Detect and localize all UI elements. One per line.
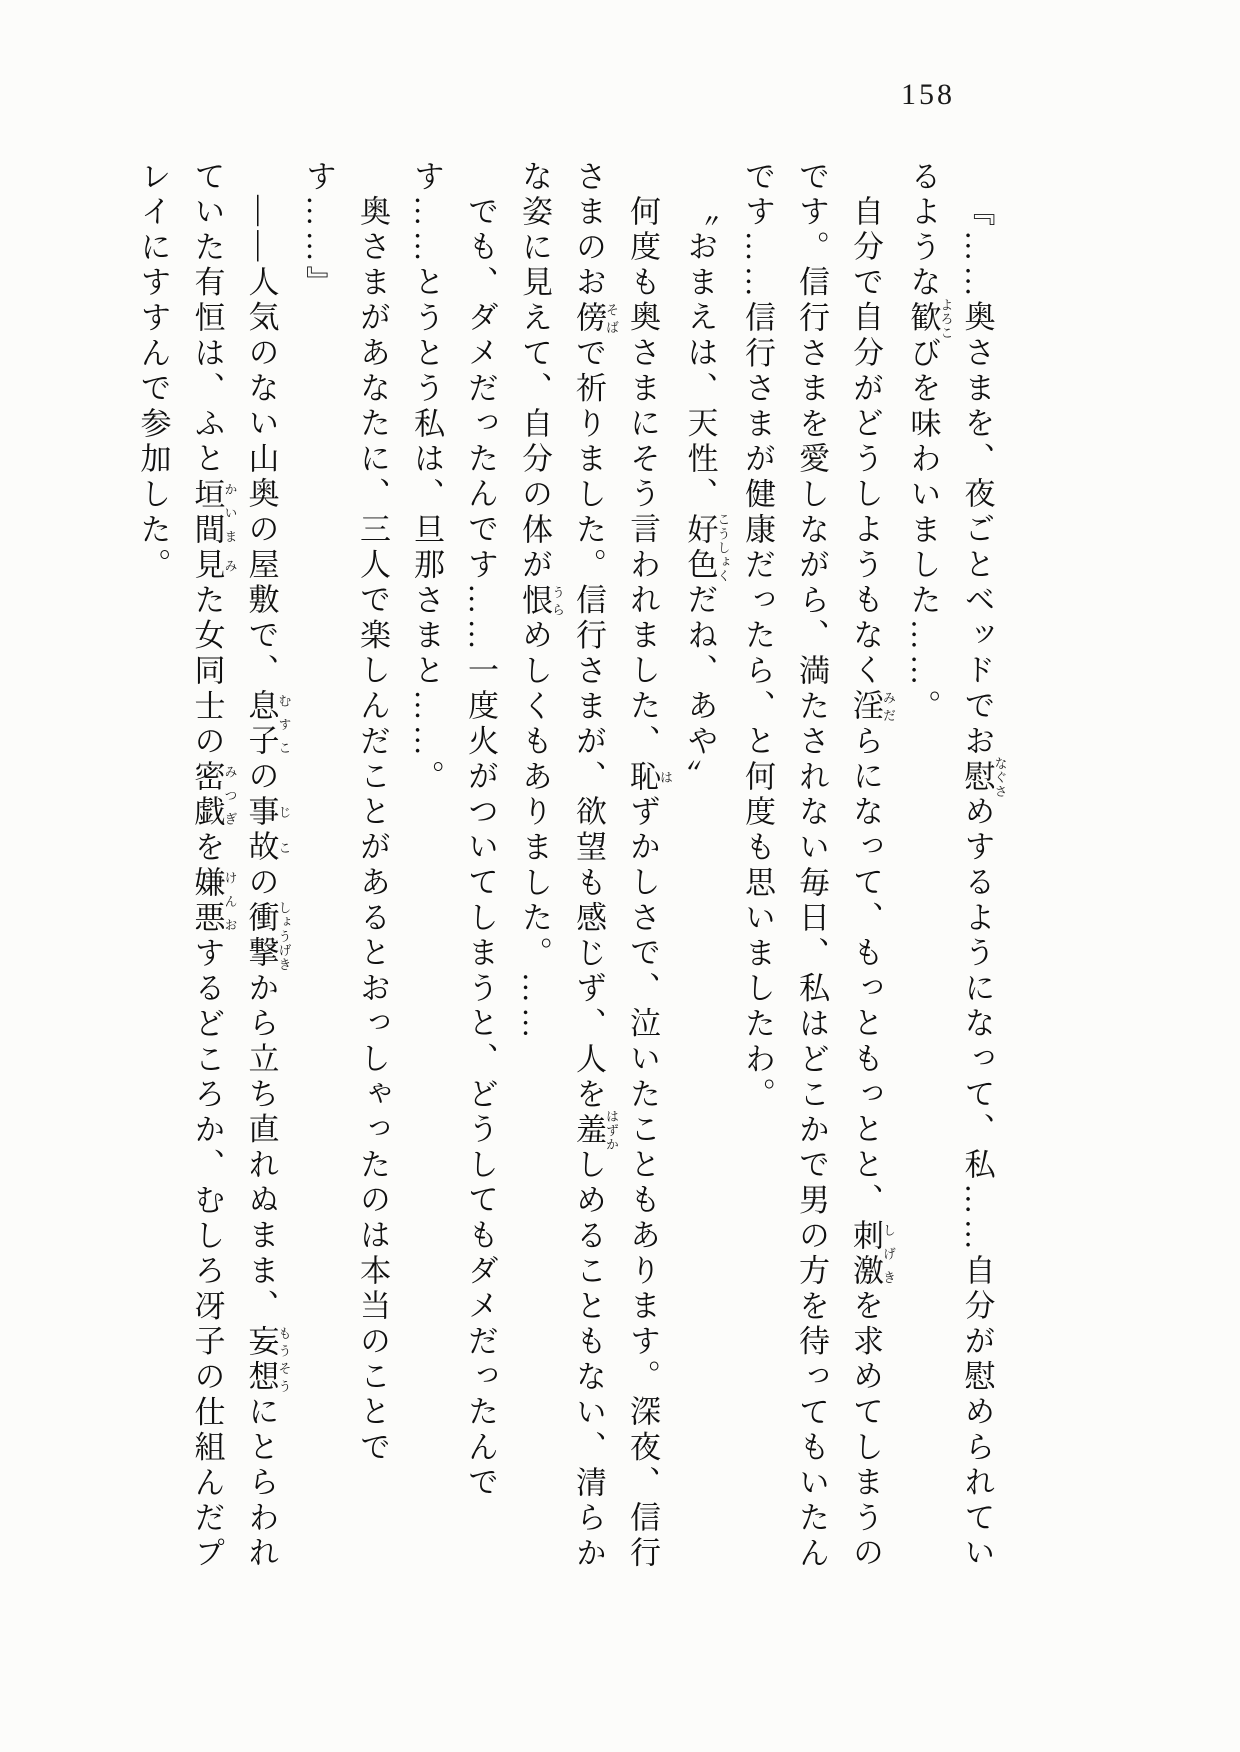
ruby-annotated-word: 羞はずか — [571, 1109, 619, 1152]
ruby-annotated-word: 淫みだ — [848, 689, 896, 725]
ruby-annotated-word: 妄想もうそう — [243, 1324, 292, 1396]
ruby-annotated-word: 好色こうしょく — [682, 512, 731, 584]
ruby-annotated-word: 密戯みつぎ — [189, 760, 238, 831]
ruby-annotated-word: 恥は — [625, 759, 673, 796]
ruby-annotated-word: 恨うら — [517, 583, 565, 619]
paragraph: ――人気のない山奥の屋敷で、息子むすこの事故じこの衝撃しょうげきから立ち直れぬまま、妄想もうそうにとらわれていた有恒は、ふと垣間かいま見みた女同士の密戯みつぎを嫌悪けんおするどころか、むしろ冴子の仕組んだプレイにすすんで参加した。 — [135, 160, 292, 1573]
ruby-annotated-word: 歓よろこ — [905, 297, 954, 340]
ruby-annotated-word: 慰なぐさ — [959, 756, 1008, 799]
paragraph: でも、ダメだったんです……一度火がついてしまうと、どうしてもダメだったんです……とうとう私は、旦那さまと……。 — [409, 160, 498, 1502]
ruby-annotated-word: 垣間かいま — [189, 477, 238, 549]
page-number: 158 — [901, 78, 955, 111]
text-block — [126, 160, 1008, 1574]
paragraph: 奥さまがあなたに、三人で楽しんだことがあるとおっしゃったのは本当のことです……』 — [301, 160, 390, 1466]
paragraph: 〝おまえは、天性、好色こうしょくだね、あや〟 — [682, 195, 731, 796]
ruby-annotated-word: 衝撃しょうげき — [243, 901, 292, 972]
ruby-annotated-word: 傍そば — [571, 301, 619, 337]
ruby-annotated-word: 刺激しげき — [848, 1218, 896, 1290]
ruby-annotated-word: 事故じこ — [243, 795, 292, 866]
paragraph: 自分で自分がどうしようもなく淫みだらになって、もっともっとと、刺激しげきを求めてしまうのです。信行さまを愛しながら、満たされない毎日、私はどこかで男の方を待ってもいたんです……信行さまが健康だったら、と何度も思いましたわ。 — [740, 160, 896, 1572]
paragraph: 『……奥さまを、夜ごとベッドでお慰なぐさめするようになって、私……自分が慰められているような歓よろこびを味わいました……。 — [905, 160, 1008, 1572]
ruby-annotated-word: 息子むすこ — [243, 689, 292, 760]
ruby-annotated-word: 嫌悪けんお — [189, 866, 238, 937]
paragraph: 何度も奥さまにそう言われました、恥はずかしさで、泣いたこともあります。深夜、信行さまのお傍そばで祈りました。信行さまが、欲望も感じず、人を羞はずかしめることもない、清らかな姿に見えて、自分の体が恨うらめしくもありました。…… — [517, 160, 673, 1573]
ruby-annotated-word: 見み — [189, 548, 238, 584]
